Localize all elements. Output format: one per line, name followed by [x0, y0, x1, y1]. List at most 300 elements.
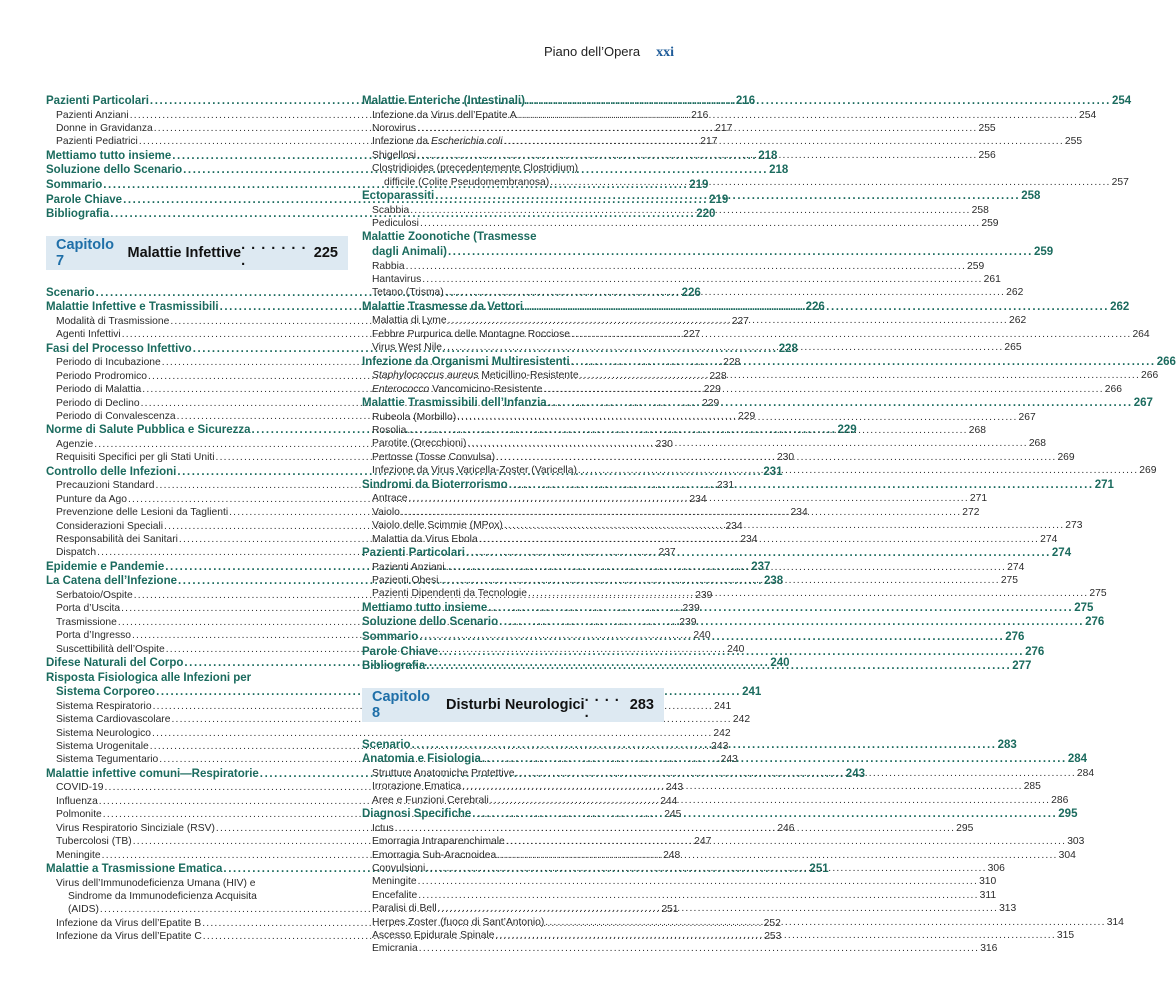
toc-entry-title: Infezione da Virus dell’Epatite C: [56, 931, 202, 943]
toc-entry-page: 285: [1023, 781, 1041, 793]
toc-entry-title: La Catena dell’Infezione: [46, 575, 177, 588]
chapter-leader: . . . . . . . .: [241, 236, 307, 269]
toc-entry-title: Ectoparassiti: [362, 190, 435, 203]
dot-leader: [578, 464, 1138, 477]
chapter-page: 225: [313, 244, 338, 261]
toc-entry-page: 216: [735, 95, 756, 107]
dot-leader: [410, 204, 970, 217]
dot-leader: [438, 902, 998, 915]
toc-entry-title: Pediculosi: [372, 218, 419, 230]
toc-entry-title: Soluzione dello Scenario: [362, 616, 499, 629]
dot-leader: [509, 478, 1094, 493]
toc-entry-page: 228: [723, 357, 741, 369]
toc-entry-title: Pertosse (Tosse Convulsa): [372, 451, 496, 463]
toc-entry-page: 226: [805, 301, 825, 314]
toc-entry-page: 252: [763, 917, 781, 929]
toc-entry-page: 259: [981, 218, 999, 230]
toc-entry-title: Porta d’Uscita: [56, 603, 121, 615]
toc-entry-page: 227: [683, 329, 701, 341]
toc-entry-page: 234: [689, 493, 707, 505]
toc-entry-page: 286: [1051, 794, 1069, 806]
toc-entry-title: Controllo delle Infezioni: [46, 465, 177, 478]
toc-entry-page: 239: [679, 616, 697, 628]
dot-leader: [504, 519, 1064, 532]
toc-entry-title: Sistema Urogenitale: [56, 741, 149, 753]
toc-entry-title: Sistema Tegumentario: [56, 754, 159, 766]
toc-entry-page: 274: [1007, 561, 1025, 573]
dot-leader: [472, 807, 1057, 822]
chapter-label: Capitolo 7: [56, 236, 114, 269]
dot-leader: [488, 601, 1073, 616]
toc-entry-title: Rosolia: [372, 425, 407, 437]
toc-entry-title: Hantavirus: [372, 274, 422, 286]
toc-entry-title: Considerazioni Speciali: [56, 520, 164, 532]
toc-entry-page: 276: [1005, 630, 1025, 643]
toc-entry[interactable]: [362, 875, 997, 888]
running-header: [544, 44, 674, 61]
toc-entry-page: 226: [681, 286, 701, 299]
toc-entry-title: Sommario: [46, 179, 103, 191]
toc-entry-title: [372, 135, 503, 148]
toc-entry-title: Periodo di Malattia: [56, 384, 142, 396]
toc-entry-title: Parotite (Orecchioni): [372, 438, 467, 450]
dot-leader: [496, 451, 1056, 464]
dot-leader: [418, 889, 978, 902]
toc-entry-page: 242: [713, 727, 731, 739]
dot-leader: [524, 300, 1109, 315]
toc-entry-title: Influenza: [56, 795, 98, 807]
toc-entry-title: Agenzie: [56, 439, 94, 450]
toc-entry-page: 234: [790, 507, 808, 519]
toc-entry-page: 227: [731, 315, 749, 327]
toc-entry-page: 264: [1132, 328, 1150, 340]
dot-leader: [571, 328, 1131, 341]
toc-entry-title: Virus dell’Immunodeficienza Umana (HIV) e: [56, 877, 256, 889]
toc-entry-title: Infezione da Virus dell’Epatite A: [372, 109, 517, 121]
toc-entry-title: difficile (Colite Pseudomembranosa): [384, 176, 550, 188]
toc-entry[interactable]: [46, 671, 348, 686]
toc-entry-page: 311: [979, 889, 997, 901]
dot-leader: [466, 546, 1051, 561]
toc-entry-title: Norovirus: [372, 123, 417, 134]
page-number: xxi: [656, 45, 674, 60]
toc-entry-page: 257: [1111, 176, 1129, 188]
toc-entry-title: Soluzione dello Scenario: [46, 164, 183, 177]
toc-entry-page: 269: [1139, 465, 1157, 477]
toc-entry-page: 276: [1085, 616, 1105, 629]
toc-entry-title: Meningite: [372, 876, 417, 888]
toc-entry-title: Trasmissione: [56, 616, 117, 628]
dot-leader: [490, 794, 1050, 807]
toc-entry-page: 218: [758, 149, 778, 162]
toc-entry-title: Antrace: [372, 493, 408, 505]
toc-entry-page: 237: [658, 547, 676, 559]
toc-entry-page: 275: [1000, 574, 1018, 586]
toc-entry-title: Anatomia e Fisiologia: [362, 753, 481, 766]
dot-leader: [419, 630, 1004, 645]
toc-entry-title: Vaiolo: [372, 506, 400, 518]
toc-entry-page: 295: [956, 822, 974, 834]
toc-entry-page: 241: [713, 700, 732, 712]
toc-entry-page: 228: [709, 370, 727, 382]
toc-entry-title: Sommario: [362, 630, 419, 643]
chapter-title: Disturbi Neurologici: [446, 696, 585, 713]
toc-entry-title: Bibliografia: [46, 208, 110, 221]
toc-entry-page: 244: [660, 795, 678, 807]
toc-entry-title: Epidemie e Pandemie: [46, 560, 165, 573]
dot-leader: [412, 738, 997, 753]
toc-entry-page: 262: [1110, 300, 1130, 313]
toc-entry-page: 256: [978, 149, 996, 161]
toc-entry-page: 271: [1094, 478, 1114, 491]
toc-entry-page: 229: [703, 384, 721, 396]
dot-leader: [528, 587, 1088, 600]
toc-entry-page: 243: [845, 767, 865, 780]
toc-entry-title: Encefalite: [372, 889, 418, 901]
toc-entry-page: 253: [764, 931, 782, 943]
toc-entry-page: 261: [983, 274, 1001, 286]
toc-entry-title: Meningite: [56, 849, 101, 861]
toc-entry-title: Parole Chiave: [362, 645, 439, 658]
toc-entry-page: 272: [962, 506, 980, 518]
toc-entry-title: Pazienti Dipendenti da Tecnologie: [372, 588, 527, 600]
toc-entry-page: 238: [764, 575, 784, 588]
toc-entry-page: 241: [742, 686, 762, 699]
toc-entry[interactable]: [362, 217, 999, 230]
toc-entry-title: Sistema Neurologico: [56, 727, 152, 739]
toc-entry-page: 303: [1067, 836, 1085, 848]
dot-leader: [496, 929, 1056, 942]
toc-entry[interactable]: [362, 942, 998, 955]
toc-entry-page: 314: [1106, 916, 1124, 928]
toc-entry[interactable]: [362, 437, 1047, 450]
toc-entry-italic: Staphylococcus aureus: [372, 370, 479, 382]
toc-entry-title: Rabbia: [372, 260, 405, 272]
toc-entry-page: 219: [709, 193, 729, 206]
dot-leader: [462, 780, 1022, 793]
toc-entry-page: 218: [769, 164, 789, 177]
toc-entry-page: 284: [1067, 753, 1088, 766]
dot-leader: [401, 506, 961, 519]
dot-leader: [407, 424, 967, 437]
toc-entry-page: 228: [778, 342, 798, 355]
toc-entry-page: 258: [971, 204, 989, 216]
toc-entry-page: 273: [1065, 520, 1083, 532]
toc-entry[interactable]: [362, 162, 664, 175]
running-title: Piano dell’Opera: [543, 44, 641, 59]
toc-entry-page: 258: [1021, 190, 1041, 203]
chapter-title: Malattie Infettive: [127, 244, 242, 261]
toc-entry-text: Vancomicino-Resistente: [429, 383, 543, 395]
toc-entry-title: Dispatch: [56, 547, 97, 559]
toc-entry-page: 254: [1111, 95, 1132, 107]
toc-entry-page: 243: [720, 754, 738, 766]
dot-leader: [426, 659, 1011, 674]
toc-entry-page: 283: [997, 738, 1017, 751]
toc-entry-page: 234: [740, 534, 758, 546]
toc-entry-title: Bibliografia: [362, 660, 426, 673]
toc-entry-title: Infezione da Virus dell’Epatite B: [56, 917, 202, 929]
toc-entry-title: Aree e Funzioni Cerebrali: [372, 794, 489, 806]
toc-entry-page: 266: [1104, 383, 1122, 395]
toc-entry-title: COVID-19: [56, 782, 104, 794]
toc-entry-italic: Enterococco: [372, 383, 430, 395]
chapter-page: 283: [629, 696, 654, 713]
toc-entry-page: 271: [969, 493, 988, 505]
dot-leader: [506, 835, 1066, 848]
dot-leader: [497, 849, 1057, 862]
toc-entry[interactable]: [46, 890, 348, 903]
toc-entry-title: Periodo di Incubazione: [56, 357, 161, 369]
toc-entry-title: Malattie Trasmissibili dell’Infanzia: [362, 397, 547, 410]
toc-entry-title: Sistema Respiratorio: [56, 700, 152, 712]
toc-entry-page: 239: [682, 603, 700, 615]
toc-entry-page: 240: [770, 657, 790, 670]
toc-entry-page: 274: [1040, 533, 1058, 545]
dot-leader: [548, 396, 1133, 411]
toc-entry-title: dagli Animali): [372, 246, 447, 259]
toc-entry-page: 269: [1057, 451, 1075, 463]
toc-entry-title: Pazienti Pediatrici: [56, 136, 138, 148]
toc-entry-title: Ascesso Epidurale Spinale: [372, 929, 495, 941]
toc-entry-title: Sistema Cardiovascolare: [56, 714, 171, 726]
toc-entry-title: Difese Naturali del Corpo: [46, 657, 184, 670]
toc-entry-title: Responsabilità dei Sanitari: [56, 534, 178, 546]
dot-leader: [417, 122, 977, 135]
toc-entry-page: 267: [1018, 411, 1036, 423]
toc-entry-title: Malattia da Virus Ebola: [372, 533, 478, 545]
toc-entry-title: [372, 369, 579, 382]
toc-entry-page: 239: [695, 590, 713, 602]
dot-leader: [420, 217, 980, 230]
toc-entry-title: Fasi del Processo Infettivo: [46, 342, 192, 355]
toc-entry-page: 284: [1076, 767, 1095, 779]
toc-entry-page: 230: [776, 452, 795, 464]
toc-entry-page: 229: [837, 424, 857, 437]
toc-entry-title: Pazienti Obesi: [372, 574, 439, 586]
toc-entry-title: Emicrania: [372, 943, 418, 955]
dot-leader: [422, 273, 982, 286]
toc-entry-page: 259: [967, 260, 985, 272]
toc-entry-page: 216: [691, 109, 709, 121]
toc-entry-page: 267: [1133, 397, 1153, 410]
toc-entry-page: 240: [693, 630, 711, 642]
toc-entry-title: Malattie Trasmesse da Vettori: [362, 300, 524, 313]
dot-leader: [457, 411, 1017, 424]
toc-entry-page: 234: [725, 520, 743, 532]
toc-entry-title: Risposta Fisiologica alle Infezioni per: [46, 671, 252, 684]
toc-entry-italic: Escherichia coli: [430, 136, 503, 148]
toc-entry-page: 229: [701, 397, 720, 409]
toc-entry-page: 275: [1074, 601, 1094, 614]
toc-entry-title: Rubeola (Morbillo): [372, 411, 457, 423]
toc-entry-title: Mettiamo tutto insieme: [46, 149, 172, 162]
toc-entry-page: 220: [696, 208, 716, 221]
toc-entry-title: Febbre Purpurica delle Montagne Rocciose: [372, 328, 571, 340]
toc-entry[interactable]: [46, 713, 751, 726]
toc-entry-title: Modalità di Trasmissione: [56, 315, 170, 327]
toc-entry-title: Malattie Infettive e Trasmissibili: [46, 301, 219, 314]
toc-entry-title: Ictus: [372, 822, 394, 834]
toc-entry-title: Periodo di Declino: [56, 397, 140, 409]
dot-leader: [526, 94, 1111, 109]
toc-entry-page: 268: [968, 425, 986, 437]
toc-entry-title: Infezione da Virus Varicella-Zoster (Varicella): [372, 465, 577, 477]
toc-entry-title: Agenti Infettivi: [56, 329, 121, 341]
toc-entry-title: Punture da Ago: [56, 493, 127, 505]
toc-entry-title: Polmonite: [56, 809, 102, 821]
toc-entry-title: Shigellosi: [372, 149, 417, 161]
toc-entry-page: 268: [1028, 438, 1047, 450]
toc-entry-title: Prevenzione delle Lesioni da Taglienti: [56, 507, 229, 519]
dot-leader: [435, 189, 1020, 204]
toc-entry-title: Requisiti Specifici per gli Stati Uniti: [56, 452, 215, 464]
toc-entry[interactable]: [362, 889, 997, 902]
toc-entry-title: Parole Chiave: [46, 193, 123, 206]
toc-entry-page: 219: [689, 179, 709, 191]
toc-entry-page: 242: [732, 714, 751, 726]
dot-leader: [518, 109, 1078, 122]
toc-entry-page: 229: [738, 411, 756, 422]
toc-entry-page: 231: [716, 480, 735, 492]
toc-entry[interactable]: [362, 245, 1054, 260]
toc-entry-title: Periodo di Convalescenza: [56, 411, 176, 422]
toc-entry[interactable]: [46, 877, 348, 890]
toc-entry-title: Clostridioides (precedentemente Clostridium): [372, 163, 579, 175]
toc-entry[interactable]: [362, 273, 1001, 286]
toc-entry-title: Periodo Prodromico: [56, 370, 147, 382]
toc-entry-title: Norme di Salute Pubblica e Sicurezza: [46, 424, 251, 437]
toc-entry-page: 306: [987, 862, 1005, 874]
dot-leader: [446, 561, 1006, 574]
toc-entry-text: Meticillino-Resistente: [478, 370, 579, 382]
toc-entry-page: 276: [1025, 645, 1045, 658]
toc-entry-title: Infezione da Organismi Multiresistenti: [362, 355, 570, 368]
toc-entry-page: 262: [1009, 315, 1027, 327]
toc-entry-page: 217: [715, 123, 733, 134]
toc-entry-page: 247: [694, 836, 712, 848]
dot-leader: [419, 942, 979, 955]
toc-entry-page: 295: [1058, 808, 1078, 821]
toc-entry-page: 251: [661, 904, 679, 916]
toc-entry[interactable]: [362, 260, 985, 273]
toc-entry-title: Herpes Zoster (fuoco di Sant’Antonio): [372, 916, 545, 928]
toc-entry-page: 243: [711, 741, 729, 753]
toc-entry-title: Tubercolosi (TB): [56, 836, 132, 848]
toc-entry-title: Vaiolo delle Scimmie (MPox): [372, 520, 503, 532]
toc-entry-page: 265: [1004, 342, 1022, 354]
toc-entry-title: Pazienti Anziani: [56, 109, 129, 121]
toc-entry-title: Suscettibilità dell’Ospite: [56, 643, 165, 655]
dot-leader: [409, 492, 969, 505]
toc-entry-text: Infezione da: [372, 136, 431, 148]
toc-entry-title: (AIDS): [68, 904, 99, 916]
dot-leader: [445, 286, 1005, 299]
dot-leader: [545, 916, 1105, 929]
toc-entry-title: Mettiamo tutto insieme: [362, 601, 488, 614]
chapter-leader: . . . . .: [584, 688, 620, 721]
dot-leader: [543, 383, 1103, 396]
toc-entry-title: Serbatoio/Ospite: [56, 590, 133, 602]
chapter-heading-8[interactable]: [362, 688, 664, 722]
toc-entry[interactable]: [46, 685, 762, 700]
toc-entry-page: 240: [727, 643, 745, 655]
dot-leader: [448, 314, 1008, 327]
toc-entry-title: Emorragia Intraparenchimale: [372, 836, 505, 848]
toc-entry-page: 316: [980, 943, 998, 955]
dot-leader: [417, 149, 977, 162]
dot-leader: [550, 176, 1110, 189]
toc-entry-title: Pazienti Particolari: [362, 546, 465, 559]
dot-leader: [571, 355, 1156, 370]
toc-entry-title: Malattie Zoonotiche (Trasmesse: [362, 231, 537, 244]
toc-entry-title: [372, 383, 542, 396]
toc-entry-page: 251: [809, 862, 829, 875]
toc-entry-page: 255: [978, 123, 996, 134]
toc-entry-page: 304: [1058, 849, 1076, 861]
toc-entry-page: 313: [999, 903, 1017, 915]
toc-entry-page: 245: [664, 809, 682, 821]
toc-entry-title: Strutture Anatomiche Protettive: [372, 767, 515, 779]
toc-entry-title: Pazienti Particolari: [46, 95, 149, 107]
toc-entry[interactable]: [46, 727, 731, 740]
dot-leader: [439, 645, 1024, 660]
dot-leader: [504, 135, 1064, 148]
toc-entry-title: Virus West Nile: [372, 342, 443, 354]
toc-entry-page: 274: [1051, 546, 1072, 559]
toc-entry-page: 310: [979, 876, 997, 888]
toc-entry-title: Donne in Gravidanza: [56, 123, 153, 134]
toc-entry-page: 255: [1064, 136, 1083, 148]
toc-entry-title: Pazienti Anziani: [372, 561, 445, 573]
toc-entry-page: 254: [1079, 109, 1097, 121]
toc-entry-title: Malattie a Trasmissione Ematica: [46, 862, 223, 875]
toc-entry-page: 266: [1156, 355, 1176, 368]
chapter-heading-7[interactable]: [46, 236, 348, 270]
toc-entry-title: Sistema Corporeo: [56, 686, 156, 699]
toc-entry-title: Irrorazione Ematica: [372, 781, 462, 793]
toc-entry-page: 230: [655, 439, 673, 450]
toc-entry-title: Convulsioni: [372, 862, 426, 874]
toc-entry-page: 315: [1056, 929, 1075, 941]
toc-entry-page: 275: [1089, 588, 1107, 600]
toc-entry-title: Tetano (Trisma): [372, 287, 444, 299]
toc-entry-title: Scenario: [362, 738, 411, 751]
toc-entry-title: Virus Respiratorio Sinciziale (RSV): [56, 822, 215, 834]
toc-entry-title: Scenario: [46, 286, 95, 299]
toc-entry-title: Sindromi da Bioterrorismo: [362, 478, 508, 491]
toc-entry-page: 243: [665, 782, 684, 794]
dot-leader: [426, 862, 986, 875]
toc-entry[interactable]: [362, 230, 664, 245]
toc-entry-title: Diagnosi Specifiche: [362, 808, 472, 821]
toc-entry-title: Malattia di Lyme: [372, 315, 447, 327]
dot-leader: [479, 533, 1039, 546]
dot-leader: [443, 341, 1003, 354]
dot-leader: [467, 437, 1027, 450]
dot-leader: [406, 260, 966, 273]
toc-entry-page: 266: [1141, 370, 1159, 382]
dot-leader: [580, 369, 1140, 382]
dot-leader: [482, 752, 1067, 767]
toc-entry-title: Sindrome da Immunodeficienza Acquisita: [68, 890, 257, 902]
toc-entry-title: Malattie Enteriche (Intestinali): [362, 95, 525, 107]
toc-entry-page: 277: [1012, 660, 1032, 673]
toc-entry-title: Porta d’Ingresso: [56, 630, 131, 642]
toc-entry-title: Emorragia Sub-Aracnoidea: [372, 849, 497, 861]
toc-entry-page: 231: [763, 465, 783, 478]
chapter-label: Capitolo 8: [372, 688, 430, 721]
